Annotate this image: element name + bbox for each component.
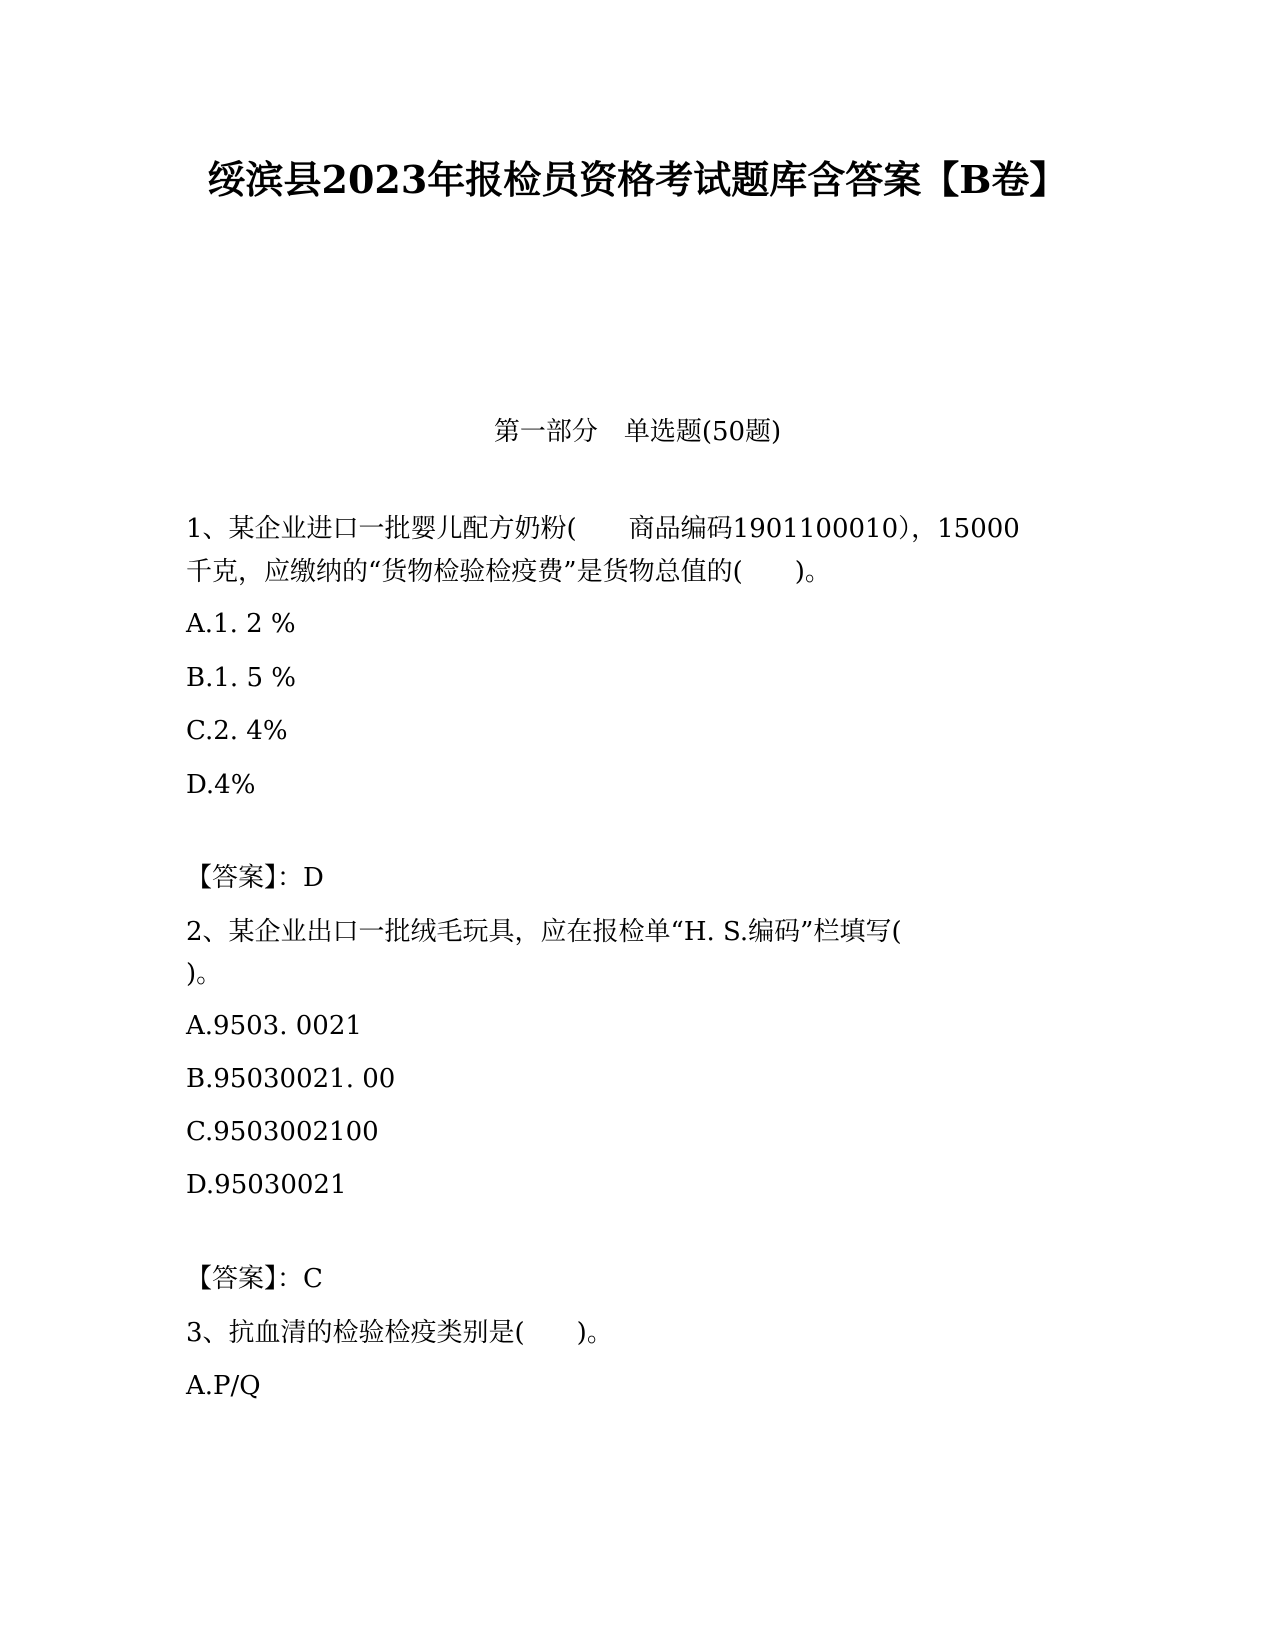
question-1-option-d: D.4% <box>186 770 256 800</box>
question-1-option-c: C.2. 4% <box>186 716 288 746</box>
question-1-option-b: B.1. 5 % <box>186 663 296 693</box>
question-1-stem-line-1: 1、某企业进口一批婴儿配方奶粉( 商品编码1901100010），15000 <box>186 514 1020 544</box>
question-1-answer: 【答案】：D <box>186 863 324 893</box>
question-2-answer: 【答案】：C <box>186 1264 323 1294</box>
question-1-option-a: A.1. 2 % <box>186 609 296 639</box>
question-3-option-a: A.P/Q <box>186 1371 261 1401</box>
question-3-stem-line-1: 3、抗血清的检验检疫类别是( )。 <box>186 1318 613 1348</box>
question-2-stem-line-2: )。 <box>186 959 223 989</box>
section-title: 第一部分 单选题(50题) <box>493 417 782 447</box>
question-2-option-c: C.9503002100 <box>186 1117 379 1147</box>
question-2-stem-line-1: 2、某企业出口一批绒毛玩具，应在报检单“H. S.编码”栏填写( <box>186 917 902 947</box>
document-title: 绥滨县2023年报检员资格考试题库含答案【B卷】 <box>207 157 1068 202</box>
question-2-option-a: A.9503. 0021 <box>186 1011 362 1041</box>
question-2-option-b: B.95030021. 00 <box>186 1064 396 1094</box>
question-2-option-d: D.95030021 <box>186 1170 347 1200</box>
question-1-stem-line-2: 千克，应缴纳的“货物检验检疫费”是货物总值的( )。 <box>186 557 831 587</box>
